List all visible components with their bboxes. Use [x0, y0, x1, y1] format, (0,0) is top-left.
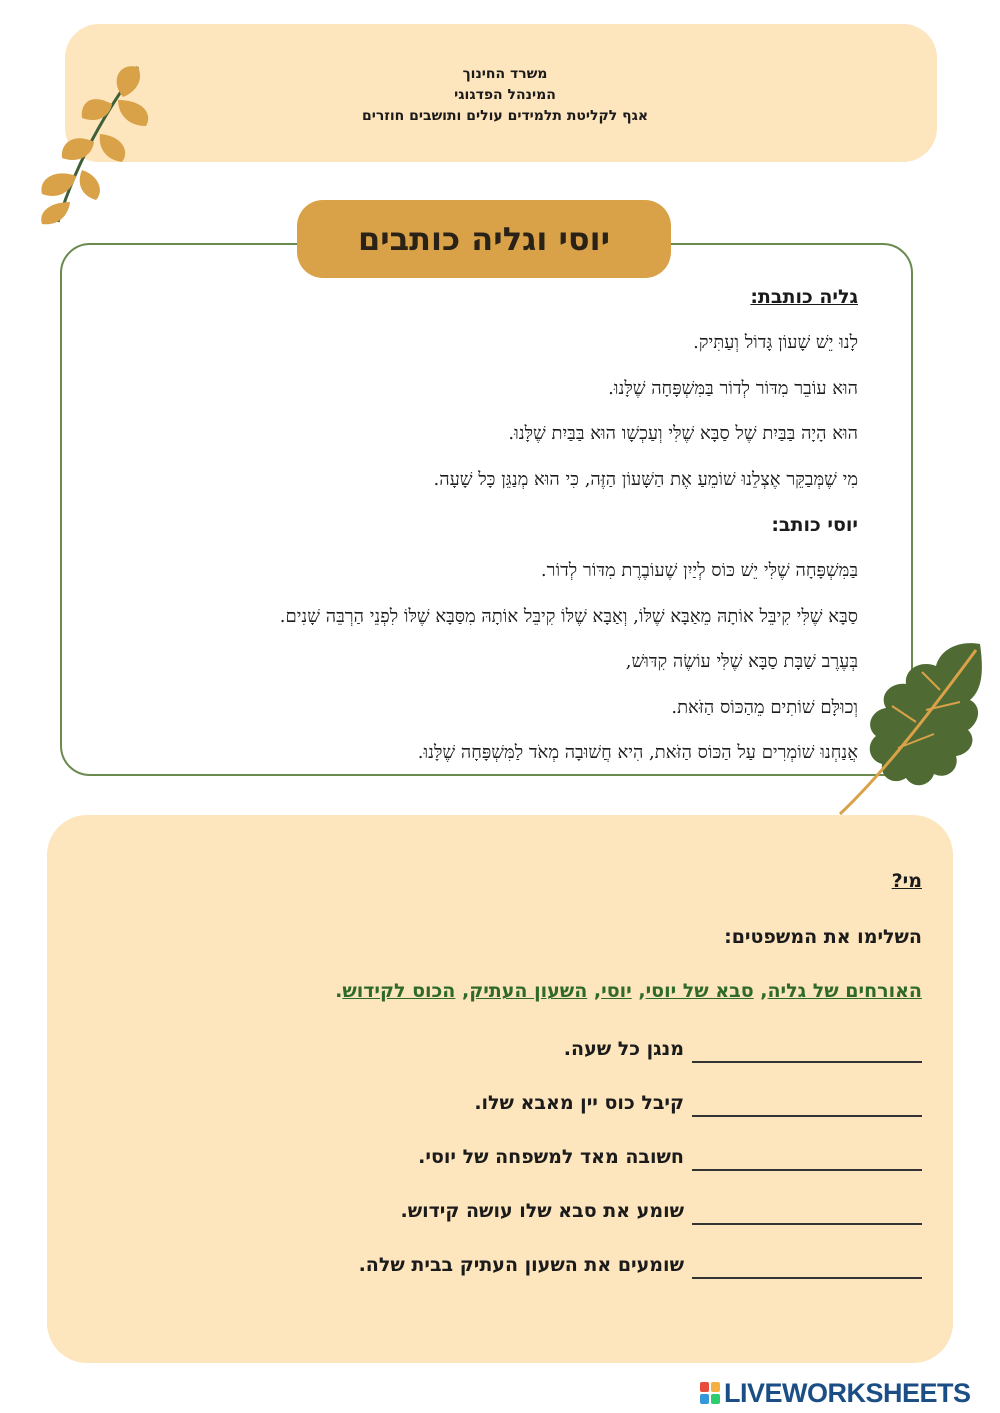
- story-text: [80, 282, 858, 784]
- answer-input[interactable]: [692, 1149, 922, 1171]
- yossi-heading: יוסי כותב:: [771, 514, 858, 536]
- sentence-row: [120, 1036, 922, 1090]
- word-bank: [120, 978, 922, 1036]
- sentence-text: חשובה מאד למשפחה של יוסי.: [418, 1146, 684, 1168]
- answer-input[interactable]: [692, 1041, 922, 1063]
- answer-input[interactable]: [692, 1257, 922, 1279]
- word-bank-item: יוסי: [601, 980, 632, 1002]
- sentence-text: שומע את סבא שלו עושה קידוש.: [400, 1200, 684, 1222]
- ministry-header: [200, 64, 810, 127]
- logo-text: LIVEWORKSHEETS: [724, 1377, 971, 1408]
- galia-heading: גליה כותבת:: [750, 286, 858, 308]
- galia-line: מִי שֶׁמְּבַקֵּר אֶצְלֵנוּ שׁוֹמֵעַ אֶת הַשָּׁעוֹן הַזֶּה, כִּי הוּא מְנַגֵּן כָּל שָׁעָה.: [433, 468, 858, 490]
- sentence-text: קיבל כוס יין מאבא שלו.: [474, 1092, 684, 1114]
- word-bank-separator: ,: [631, 980, 646, 1002]
- word-bank-separator: ,: [587, 980, 602, 1002]
- sentence-row: [120, 1198, 922, 1252]
- question-heading: מי?: [891, 870, 922, 892]
- liveworksheets-logo-icon: [700, 1382, 720, 1404]
- page-title: יוסי וגליה כותבים: [297, 200, 671, 278]
- leaf-branch-icon: [18, 52, 158, 232]
- galia-line: לָנוּ יֵשׁ שָׁעוֹן גָּדוֹל וְעַתִּיק.: [693, 332, 858, 353]
- sentence-row: [120, 1252, 922, 1306]
- exercise: [120, 868, 922, 1306]
- word-bank-separator: ,: [753, 980, 768, 1002]
- header-line-department: אגף לקליטת תלמידים עולים ותושבים חוזרים: [361, 108, 649, 124]
- sentence-text: מנגן כל שעה.: [563, 1038, 684, 1060]
- sentence-row: [120, 1090, 922, 1144]
- yossi-line: אֲנַחְנוּ שׁוֹמְרִים עַל הַכּוֹס הַזֹּאת, הִיא חֲשׁוּבָה מְאֹד לַמִּשְׁפָּחָה שֶׁלָּנוּ.: [417, 742, 858, 763]
- galia-line: הוּא הָיָה בַּבַּיִת שֶׁל סַבָּא שֶׁלִּי וְעַכְשָׁו הוּא בַּבַּיִת שֶׁלָּנוּ.: [508, 423, 858, 444]
- word-bank-item: השעון העתיק: [469, 980, 588, 1002]
- sentence-row: [120, 1144, 922, 1198]
- answer-input[interactable]: [692, 1203, 922, 1225]
- header-line-administration: המינהל הפדגוגי: [454, 87, 556, 103]
- galia-line: הוּא עוֹבֵר מִדּוֹר לְדוֹר בַּמִּשְׁפָּחָה שֶׁלָּנוּ.: [608, 377, 858, 399]
- sentence-text: שומעים את השעון העתיק בבית שלה.: [358, 1254, 684, 1276]
- liveworksheets-logo[interactable]: [700, 1378, 996, 1408]
- yossi-line: וְכוּלָּם שׁוֹתִים מֵהַכּוֹס הַזֹּאת.: [671, 696, 858, 718]
- word-bank-item: הכוס לקידוש: [342, 980, 456, 1002]
- answer-input[interactable]: [692, 1095, 922, 1117]
- header-line-ministry: משרד החינוך: [462, 66, 548, 82]
- instruction: השלימו את המשפטים:: [724, 926, 922, 948]
- word-bank-item: האורחים של גליה: [767, 980, 922, 1002]
- word-bank-end: .: [335, 980, 343, 1002]
- yossi-line: בְּעֶרֶב שַׁבָּת סַבָּא שֶׁלִּי עוֹשֶׂה קִדּוּשׁ,: [625, 651, 858, 672]
- yossi-line: סַבָּא שֶׁלִּי קִיבֵּל אוֹתָהּ מֵאַבָּא שֶׁלּוֹ, וְאַבָּא שֶׁלּוֹ קִיבֵּל אוֹתָהּ מִסַּבָּא שֶׁלּוֹ לִפְנֵי הַרְבֵּה שָׁנִים.: [279, 605, 858, 627]
- yossi-line: בַּמִּשְׁפָּחָה שֶׁלִּי יֵשׁ כּוֹס לְיַיִן שֶׁעוֹבֶרֶת מִדּוֹר לְדוֹר.: [540, 560, 858, 581]
- oak-leaf-icon: [830, 636, 986, 818]
- word-bank-separator: ,: [455, 980, 470, 1002]
- word-bank-item: סבא של יוסי: [645, 980, 754, 1002]
